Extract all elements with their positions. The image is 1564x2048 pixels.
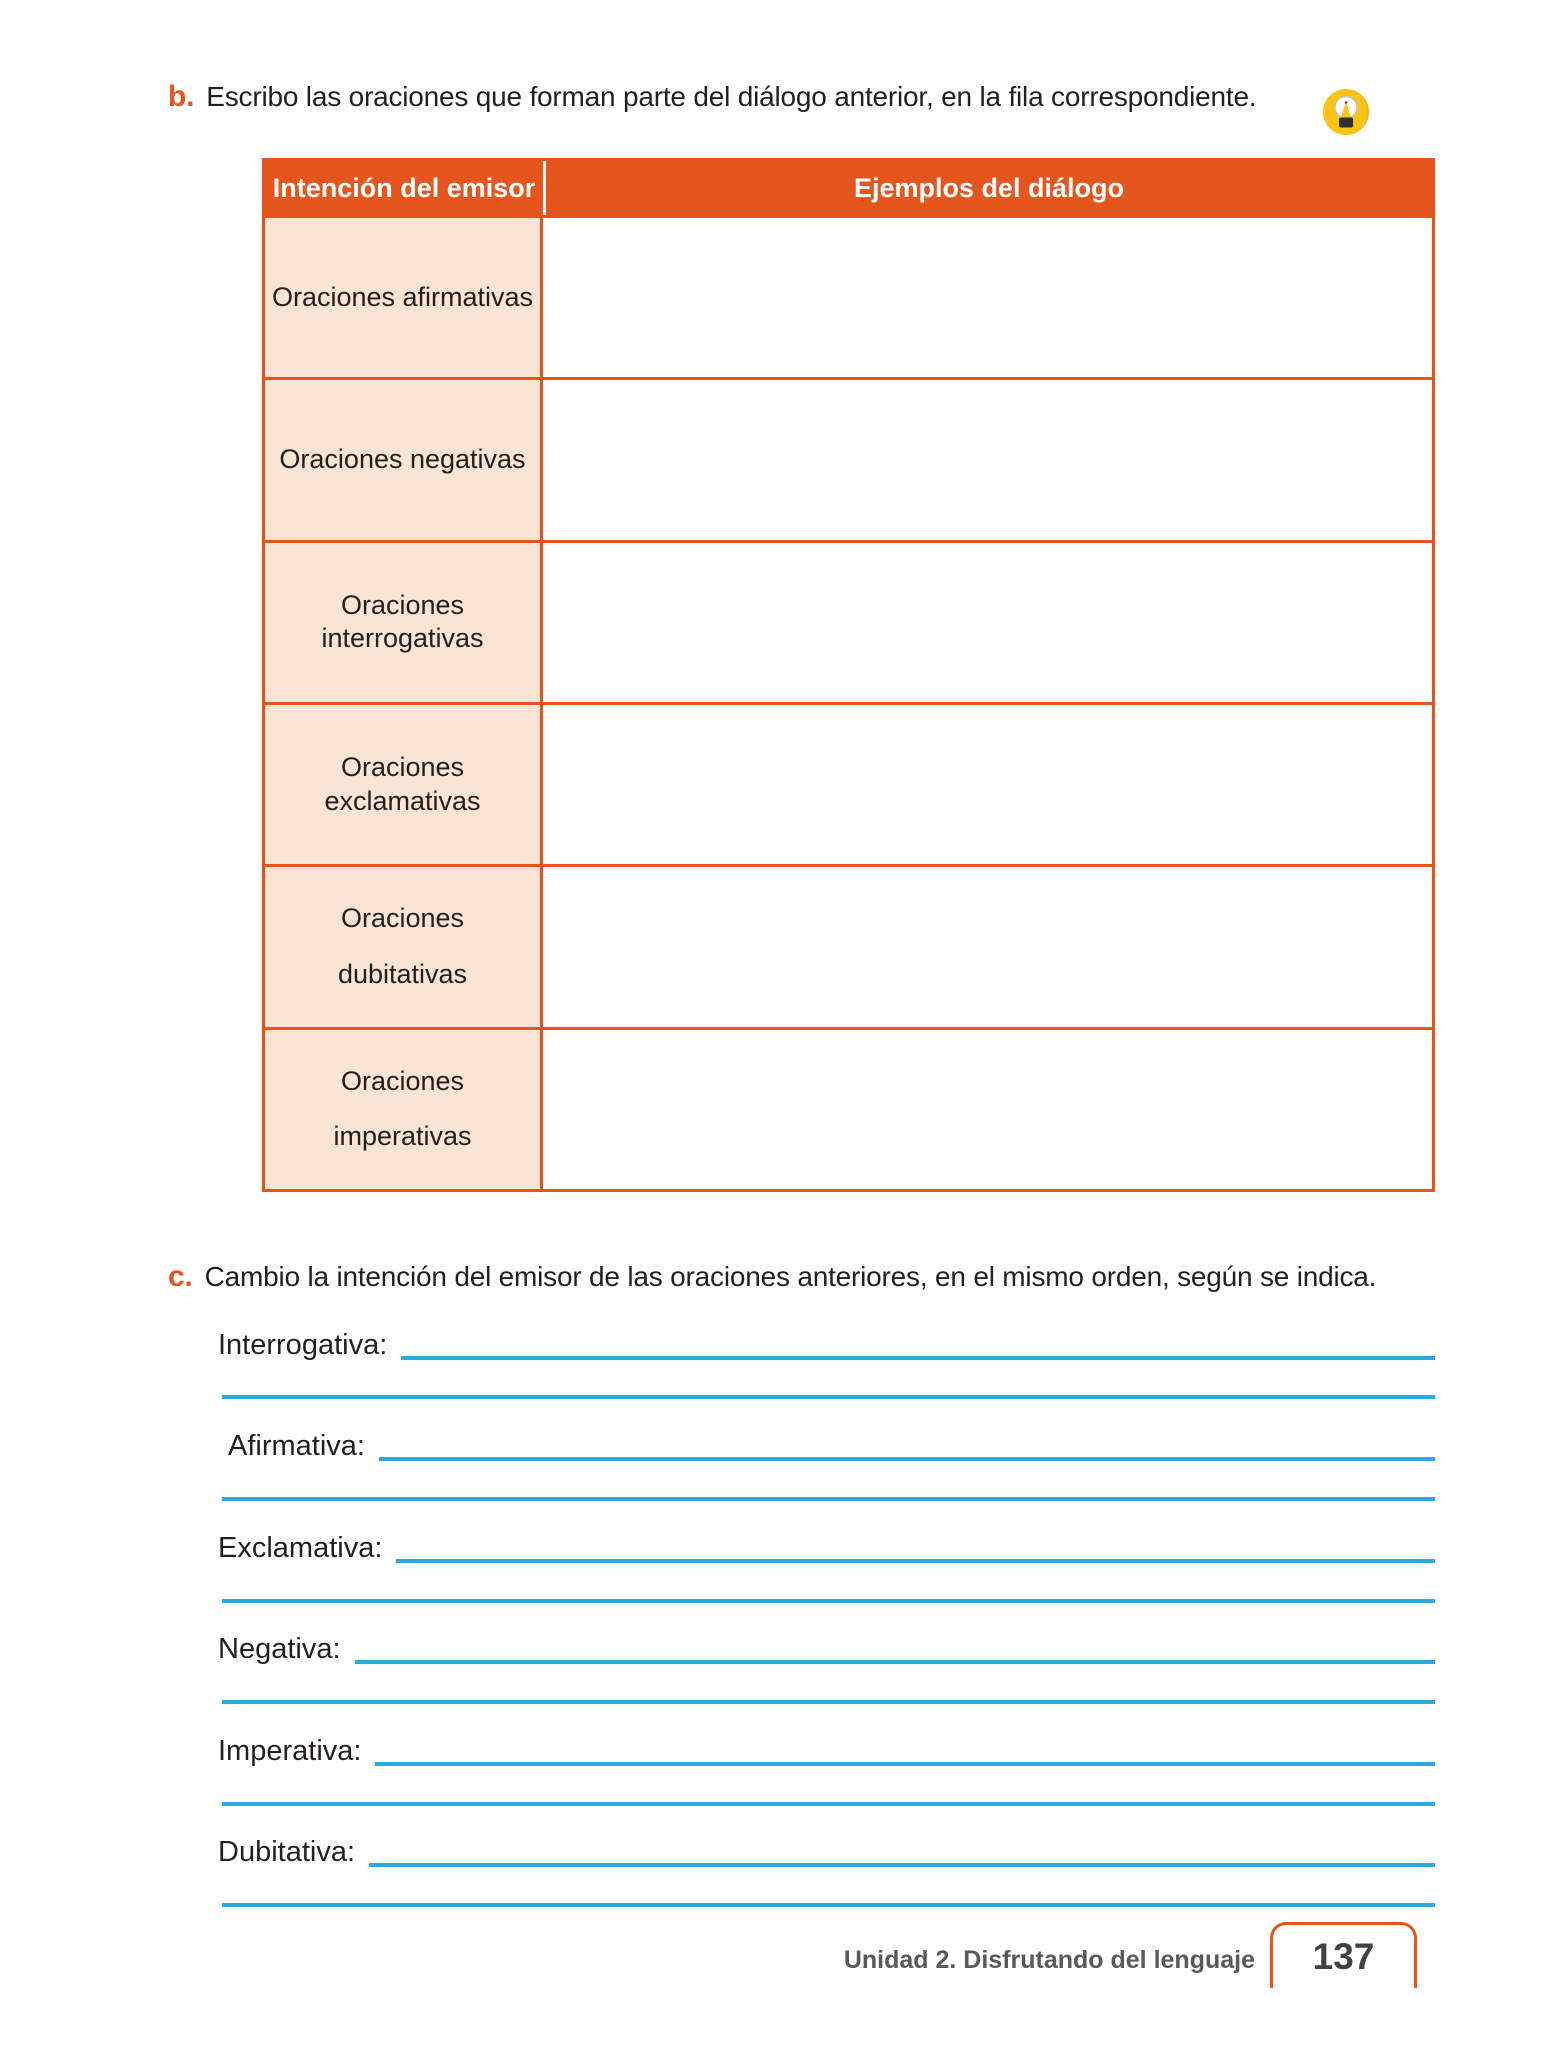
answer-row-negativa	[205, 1628, 1435, 1666]
answer-label-exclamativa: Exclamativa:	[218, 1532, 383, 1564]
answer-line-negativa-2[interactable]	[222, 1700, 1435, 1704]
answer-line-dubitativa-2[interactable]	[222, 1903, 1435, 1907]
page-number: 137	[1312, 1935, 1375, 1977]
answer-label-dubitativa: Dubitativa:	[218, 1836, 356, 1868]
row-label-negativas: Oraciones negativas	[265, 377, 543, 539]
answer-line-exclamativa[interactable]	[396, 1559, 1435, 1563]
row-label-interrogativas: Oraciones interrogativas	[265, 540, 543, 702]
answer-row-interrogativa	[205, 1324, 1435, 1362]
row-label-dubitativas: Oraciones dubitativas	[265, 864, 543, 1026]
answer-row-exclamativa	[205, 1527, 1435, 1565]
exercise-c-header	[168, 1260, 1376, 1294]
example-cell-exclamativas[interactable]	[543, 702, 1432, 864]
example-cell-afirmativas[interactable]	[543, 215, 1432, 377]
answer-line-dubitativa[interactable]	[369, 1863, 1435, 1867]
answer-line-exclamativa-2[interactable]	[222, 1599, 1435, 1603]
exercise-c-letter: c.	[168, 1260, 193, 1293]
example-cell-interrogativas[interactable]	[543, 540, 1432, 702]
example-cell-imperativas[interactable]	[543, 1027, 1432, 1189]
page-number-badge	[1270, 1922, 1417, 1988]
answer-label-imperativa: Imperativa:	[218, 1735, 362, 1767]
exercise-b-letter: b.	[168, 80, 195, 113]
lightbulb-icon	[1322, 88, 1370, 136]
answer-line-imperativa-2[interactable]	[222, 1802, 1435, 1806]
row-label-imperativas: Oraciones imperativas	[265, 1027, 543, 1189]
answer-line-imperativa[interactable]	[375, 1762, 1435, 1766]
answer-label-interrogativa: Interrogativa:	[218, 1329, 388, 1361]
exercise-b-header	[168, 80, 1256, 114]
answer-line-interrogativa-2[interactable]	[222, 1395, 1435, 1399]
answer-row-imperativa	[205, 1730, 1435, 1768]
exercise-b-instruction: Escribo las oraciones que forman parte del diálogo anterior, en la fila correspondiente.	[206, 81, 1257, 112]
row-label-exclamativas: Oraciones exclamativas	[265, 702, 543, 864]
answer-label-negativa: Negativa:	[218, 1633, 341, 1665]
answer-line-afirmativa[interactable]	[379, 1457, 1435, 1461]
intention-examples-table	[262, 158, 1435, 1192]
answer-row-dubitativa	[205, 1831, 1435, 1869]
answer-line-interrogativa[interactable]	[401, 1356, 1435, 1360]
row-label-afirmativas: Oraciones afirmativas	[265, 215, 543, 377]
exercise-c-instruction: Cambio la intención del emisor de las oraciones anteriores, en el mismo orden, según se indica.	[204, 1261, 1377, 1292]
answer-row-afirmativa	[205, 1425, 1435, 1463]
footer-unit-title: Unidad 2. Disfrutando del lenguaje	[843, 1946, 1255, 1974]
answer-line-afirmativa-2[interactable]	[222, 1497, 1435, 1501]
table-header-intention: Intención del emisor	[265, 161, 543, 215]
answer-line-negativa[interactable]	[355, 1660, 1435, 1664]
table-header-examples: Ejemplos del diálogo	[543, 161, 1432, 215]
example-cell-negativas[interactable]	[543, 377, 1432, 539]
example-cell-dubitativas[interactable]	[543, 864, 1432, 1026]
answer-label-afirmativa: Afirmativa:	[228, 1430, 365, 1462]
